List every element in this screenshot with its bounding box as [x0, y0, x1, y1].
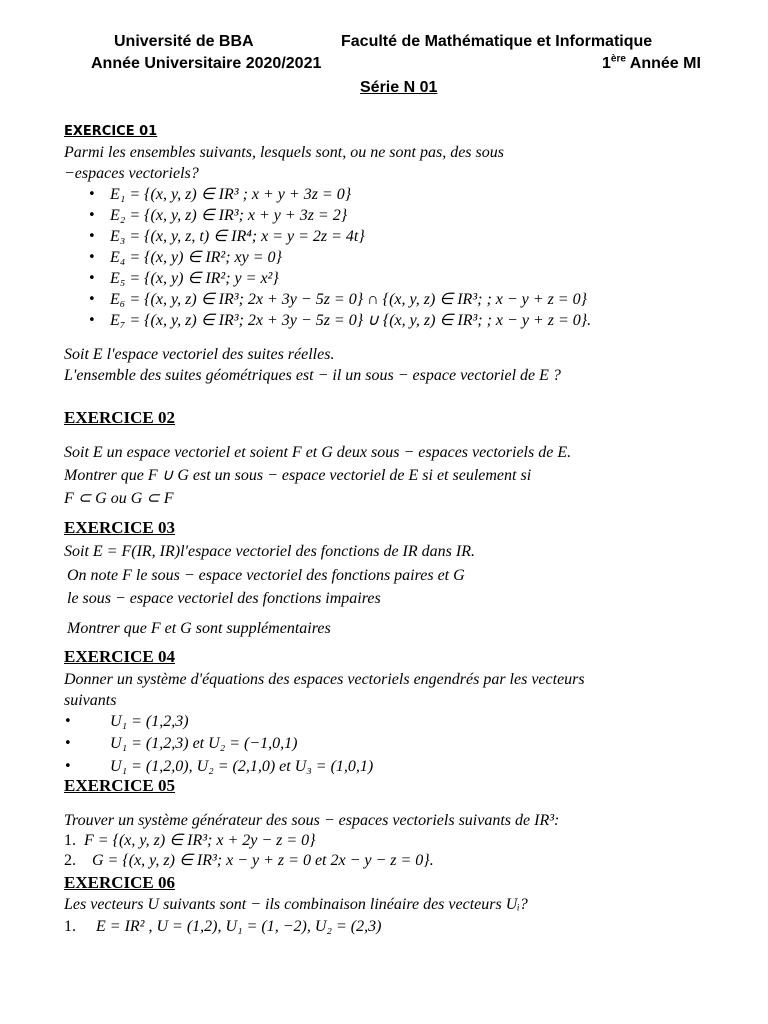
- exercise-04-line2: suivants: [64, 692, 117, 709]
- subspace-item-f: F = {(x, y, z) ∈ IR³; x + 2y − z = 0}: [84, 832, 316, 849]
- bullet: •: [64, 714, 72, 729]
- class-level-label: Année MI: [625, 55, 701, 72]
- exercise-05-line1: Trouver un système générateur des sous − espaces vectoriels suivants de IR³:: [64, 812, 560, 829]
- bullet: •: [88, 313, 96, 328]
- faculty-name: Faculté de Mathématique et Informatique: [341, 33, 653, 50]
- bullet: •: [88, 187, 96, 202]
- set-item-e5: E₅ = {(x, y) ∈ IR²; y = x²}: [110, 270, 279, 287]
- set-item-e1: E₁ = {(x, y, z) ∈ IR³ ; x + y + 3z = 0}: [110, 186, 352, 203]
- vector-item-3: U₁ = (1,2,0), U₂ = (2,1,0) et U₃ = (1,0,1): [110, 758, 374, 775]
- bullet: •: [88, 271, 96, 286]
- exercise-03-line1: Soit E = F(IR, IR)l'espace vectoriel des fonctions de IR dans IR.: [64, 543, 475, 560]
- academic-year: Année Universitaire 2020/2021: [91, 55, 322, 72]
- bullet: •: [88, 250, 96, 265]
- bullet: •: [64, 736, 72, 751]
- exercise-02-line1: Soit E un espace vectoriel et soient F et G deux sous − espaces vectoriels de E.: [64, 444, 572, 461]
- exercise-01-intro-line1: Parmi les ensembles suivants, lesquels sont, ou ne sont pas, des sous: [64, 144, 504, 161]
- set-item-e2: E₂ = {(x, y, z) ∈ IR³; x + y + 3z = 2}: [110, 207, 348, 224]
- class-level-number: 1: [602, 55, 611, 72]
- exercise-02-title: EXERCICE 02: [64, 408, 175, 427]
- list-number: 2.: [64, 852, 76, 869]
- university-name: Université de BBA: [114, 33, 254, 50]
- class-level: [602, 55, 701, 73]
- exercise-02-line2: Montrer que F ∪ G est un sous − espace vectoriel de E si et seulement si: [64, 467, 532, 484]
- bullet: •: [64, 759, 72, 774]
- vector-item-2: U₁ = (1,2,3) et U₂ = (−1,0,1): [110, 735, 298, 752]
- set-item-e6: E₆ = {(x, y, z) ∈ IR³; 2x + 3y − 5z = 0} ∩ {(x, y, z) ∈ IR³; ; x − y + z = 0}: [110, 291, 587, 308]
- vector-item-1: U₁ = (1,2,3): [110, 713, 189, 730]
- subspace-item-g: G = {(x, y, z) ∈ IR³; x − y + z = 0 et 2x − y − z = 0}.: [92, 852, 434, 869]
- exercise-06-line1: Les vecteurs U suivants sont − ils combinaison linéaire des vecteurs Uᵢ?: [64, 896, 528, 913]
- exercise-03-line3: le sous − espace vectoriel des fonctions impaires: [67, 590, 381, 607]
- exercise-02-line3: F ⊂ G ou G ⊂ F: [64, 490, 174, 507]
- bullet: •: [88, 292, 96, 307]
- set-item-e7: E₇ = {(x, y, z) ∈ IR³; 2x + 3y − 5z = 0} ∪ {(x, y, z) ∈ IR³; ; x − y + z = 0}.: [110, 312, 592, 329]
- exercise-01-intro-line2: −espaces vectoriels?: [64, 165, 199, 182]
- combination-item-1: E = IR² , U = (1,2), U₁ = (1, −2), U₂ = (2,3): [96, 918, 382, 935]
- list-number: 1.: [64, 918, 76, 935]
- bullet: •: [88, 229, 96, 244]
- exercise-05-title: EXERCICE 05: [64, 776, 175, 795]
- exercise-01-title: EXERCICE 01: [64, 124, 158, 139]
- exercise-03-line4: Montrer que F et G sont supplémentaires: [67, 620, 331, 637]
- exercise-03-title: EXERCICE 03: [64, 518, 175, 537]
- series-title: Série N 01: [360, 79, 438, 96]
- exercise-04-line1: Donner un système d'équations des espaces vectoriels engendrés par les vecteurs: [64, 671, 585, 688]
- bullet: •: [88, 208, 96, 223]
- exercise-06-title: EXERCICE 06: [64, 873, 175, 892]
- exercise-01-question-line2: L'ensemble des suites géométriques est − il un sous − espace vectoriel de E ?: [64, 367, 561, 384]
- exercise-03-line2: On note F le sous − espace vectoriel des fonctions paires et G: [67, 567, 465, 584]
- set-item-e3: E₃ = {(x, y, z, t) ∈ IR⁴; x = y = 2z = 4t}: [110, 228, 365, 245]
- exercise-04-title: EXERCICE 04: [64, 647, 175, 666]
- set-item-e4: E₄ = {(x, y) ∈ IR²; xy = 0}: [110, 249, 282, 266]
- class-level-superscript: ère: [610, 53, 626, 65]
- list-number: 1.: [64, 832, 76, 849]
- exercise-01-question-line1: Soit E l'espace vectoriel des suites réelles.: [64, 346, 335, 363]
